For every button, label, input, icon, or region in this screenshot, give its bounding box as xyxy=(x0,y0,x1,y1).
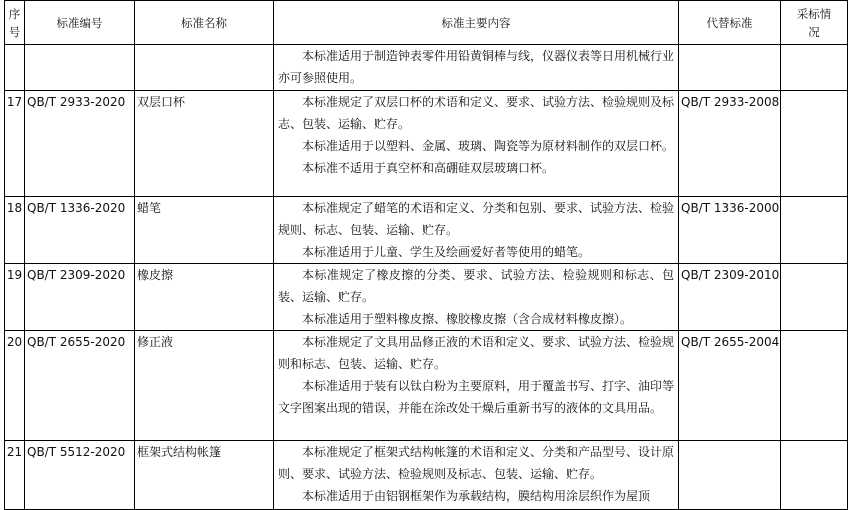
row-number: 19 xyxy=(5,264,25,331)
standard-code: QB/T 1336-2020 xyxy=(25,197,135,264)
table-row xyxy=(5,441,848,510)
content-paragraph: 本标准不适用于真空杯和高硼硅双层玻璃口杯。 xyxy=(302,161,555,175)
standard-code: QB/T 5512-2020 xyxy=(25,441,135,510)
header-name: 标准名称 xyxy=(135,1,274,45)
table-row xyxy=(5,45,848,91)
content-paragraph: 本标准适用于装有以钛白粉为主要原料，用于覆盖书写、打字、油印等文字图案出现的错误，并能在涂改处干燥后重新书写的液体的文具用品。 xyxy=(278,379,675,415)
standard-code xyxy=(25,45,135,91)
table-header-row xyxy=(5,1,848,45)
content-paragraph: 本标准适用于以塑料、金属、玻璃、陶瓷等为原材料制作的双层口杯。 xyxy=(302,139,675,153)
adoption-status xyxy=(781,331,848,441)
standard-name: 框架式结构帐篷 xyxy=(135,441,274,510)
adoption-status xyxy=(781,91,848,197)
row-number: 20 xyxy=(5,331,25,441)
row-number: 18 xyxy=(5,197,25,264)
row-number: 21 xyxy=(5,441,25,510)
adoption-status xyxy=(781,197,848,264)
adoption-status xyxy=(781,441,848,510)
standard-name: 橡皮擦 xyxy=(135,264,274,331)
standard-name: 蜡笔 xyxy=(135,197,274,264)
content-paragraph: 本标准规定了蜡笔的术语和定义、分类和包别、要求、试验方法、检验规则、标志、包装、运输、贮存。 xyxy=(278,201,675,237)
replaced-standard: QB/T 2933-2008 xyxy=(679,91,781,197)
standard-name: 双层口杯 xyxy=(135,91,274,197)
header-content: 标准主要内容 xyxy=(274,1,679,45)
standard-name xyxy=(135,45,274,91)
standard-content xyxy=(274,197,679,264)
content-paragraph: 本标准规定了橡皮擦的分类、要求、试验方法、检验规则和标志、包装、运输、贮存。 xyxy=(278,268,674,304)
row-number xyxy=(5,45,25,91)
adoption-status xyxy=(781,264,848,331)
header-no: 序号 xyxy=(5,1,25,45)
table-body xyxy=(5,45,848,510)
content-paragraph: 本标准适用于儿童、学生及绘画爱好者等使用的蜡笔。 xyxy=(302,245,591,259)
standard-content xyxy=(274,45,679,91)
content-paragraph: 本标准规定了文具用品修正液的术语和定义、要求、试验方法、检验规则和标志、包装、运输、贮存。 xyxy=(278,335,675,371)
table-row xyxy=(5,91,848,197)
content-paragraph: 本标准适用于制造钟表零件用铅黄铜棒与线，仪器仪表等日用机械行业亦可参照使用。 xyxy=(278,49,675,85)
standard-name: 修正液 xyxy=(135,331,274,441)
content-paragraph: 本标准适用于塑料橡皮擦、橡胶橡皮擦（含合成材料橡皮擦）。 xyxy=(302,312,633,326)
standard-content xyxy=(274,441,679,510)
adoption-status xyxy=(781,45,848,91)
replaced-standard xyxy=(679,441,781,510)
table-row xyxy=(5,197,848,264)
standard-code: QB/T 2655-2020 xyxy=(25,331,135,441)
standards-table xyxy=(4,0,848,510)
header-adoption: 采标情况 xyxy=(781,1,848,45)
content-paragraph: 本标准规定了双层口杯的术语和定义、要求、试验方法、检验规则及标志、包装、运输、贮存。 xyxy=(278,95,675,131)
content-paragraph: 本标准适用于由铝钢框架作为承载结构，膜结构用涂层织作为屋顶 xyxy=(302,489,651,503)
replaced-standard xyxy=(679,45,781,91)
table-row xyxy=(5,264,848,331)
header-code: 标准编号 xyxy=(25,1,135,45)
table-row xyxy=(5,331,848,441)
replaced-standard: QB/T 1336-2000 xyxy=(679,197,781,264)
standard-content xyxy=(274,91,679,197)
standard-code: QB/T 2309-2020 xyxy=(25,264,135,331)
replaced-standard: QB/T 2655-2004 xyxy=(679,331,781,441)
standard-content xyxy=(274,264,679,331)
row-number: 17 xyxy=(5,91,25,197)
replaced-standard: QB/T 2309-2010 xyxy=(679,264,781,331)
content-paragraph: 本标准规定了框架式结构帐篷的术语和定义、分类和产品型号、设计原则、要求、试验方法、检验规则及标志、包装、运输、贮存。 xyxy=(278,445,675,481)
standard-code: QB/T 2933-2020 xyxy=(25,91,135,197)
header-replaced: 代替标准 xyxy=(679,1,781,45)
standard-content xyxy=(274,331,679,441)
